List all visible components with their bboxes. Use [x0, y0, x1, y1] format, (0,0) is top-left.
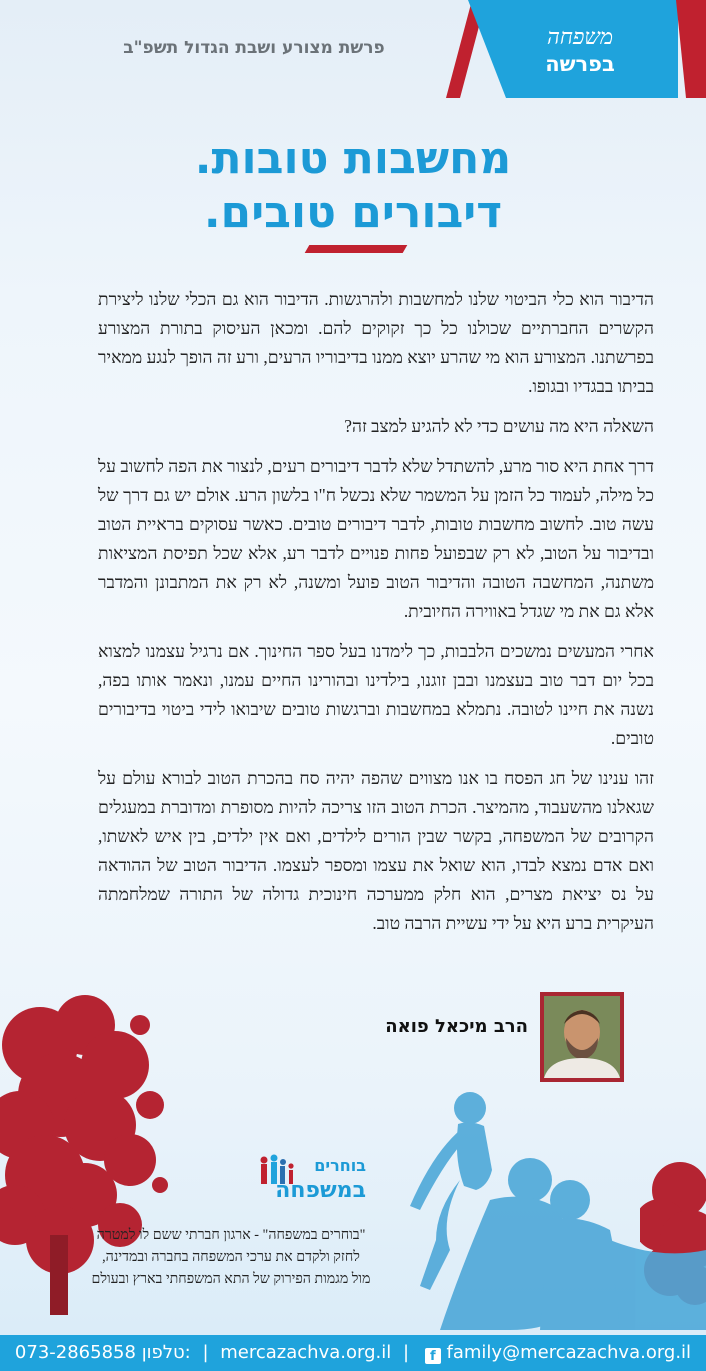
- org-logo-text-bamishpacha: במשפחה: [275, 1178, 366, 1203]
- org-description-line: מול מגמות הפירוק של התא המשפחתי בארץ ובעולם: [91, 1271, 371, 1287]
- family-silhouette-illustration: [380, 1090, 706, 1330]
- article-body: [98, 285, 654, 949]
- author-name: הרב מיכאל פואה: [385, 1016, 528, 1037]
- org-description: [40, 1224, 422, 1290]
- org-description-line: לחזק ולקדם את ערכי המשפחה בחברה ובמדינה,: [102, 1249, 360, 1265]
- footer-separator: |: [202, 1342, 209, 1363]
- logo-text-baparasha: בפרשה: [545, 52, 615, 76]
- article-paragraph: הדיבור הוא כלי הביטוי שלנו למחשבות ולהרגשות. הדיבור הוא גם הכלי שלנו ליצירת הקשרים החברתיים שכולנו כל כך זקוקים להם. ומכאן העיסוק בתורת המצורע בפרשתנו. המצורע הוא מי שהרע יוצא ממנו בדיבוריו הרעים, ורע זה הופך לנגע ממאיר בביתו בבגדיו ובגופו.: [98, 289, 654, 396]
- headline: [0, 132, 706, 240]
- author-photo: [540, 992, 624, 1082]
- parasha-title: פרשת מצורע ושבת הגדול תשפ"ב: [123, 38, 385, 58]
- article-paragraph: השאלה היא מה עושים כדי לא להגיע למצב זה?: [344, 416, 654, 436]
- article-paragraph: זהו ענינו של חג הפסח בו אנו מצווים שהפה יהיה סח בהכרת הטוב לבורא עולם על שגאלנו מהשעבוד, מהמיצר. הכרת הטוב הזו צריכה להיות מסופרת ומדוברת במעגלים הקרובים של המשפחה, בקשר שבין הורים לילדים, ואם אין ילדים, בין איש לאשתו, ואם אדם נמצא לבדו, הוא שואל את עצמו ומספר לעצמו. הדיבור הטוב של ההודאה על נס יציאת מצרים, הוא חלק ממערכה חינוכית גדולה של התורה שמלחמתה העיקרית ברע היא על ידי עשיית הרבה טוב.: [98, 768, 654, 933]
- footer-website-link[interactable]: mercazachva.org.il: [220, 1342, 392, 1363]
- footer-phone-label: טלפון:: [141, 1342, 191, 1363]
- footer-separator: |: [402, 1342, 410, 1363]
- author-portrait-image: [544, 996, 620, 1078]
- footer-contact: [0, 1339, 706, 1367]
- headline-line1: מחשבות טובות.: [194, 133, 512, 184]
- footer-email-link[interactable]: family@mercazachva.org.il: [446, 1342, 692, 1363]
- org-description-line: "בוחרים במשפחה" - ארגון חברתי ששם לו למטרה: [96, 1227, 366, 1243]
- article-paragraph: אחרי המעשים נמשכים הלבבות, כך לימדנו בעל ספר החינוך. אם נרגיל עצמנו למצוא בכל יום דבר טוב בעצמנו ובבן זוגנו, בילדינו ובהורינו החיים עמנו, ונאמר אותו בפה, נשנה את חיינו לטובה. נתמלא במחשבות וברגשות טובים שיבואו לידי ביטוי בדיבורים טובים.: [98, 641, 654, 748]
- headline-line2: דיבורים טובים.: [203, 187, 503, 238]
- header-red-corner: [676, 0, 706, 98]
- facebook-icon[interactable]: f: [425, 1348, 441, 1364]
- org-logo-text-bocharim: בוחרים: [314, 1156, 366, 1175]
- headline-underline: [305, 245, 408, 253]
- logo-text-mishpacha: משפחה: [546, 25, 614, 50]
- article-paragraph: דרך אחת היא סור מרע, להשתדל שלא לדבר דיבורים רעים, לנצור את הפה לחשוב על כל מילה, לעמוד כל הזמן על המשמר שלא נכשל ח"ו בלשון הרע. אולם יש גם דרך של עשה טוב. לחשוב מחשבות טובות, לדבר דיבורים טובים. כאשר עסוקים בראיית הטוב ובדיבור על הטוב, לא רק שבפועל פחות פנויים לדבר רע, אלא שכל תפיסת המציאות משתנה, המחשבה הטובה והדיבור הטוב פועל ומשנה, לא רק את המתבונן והמדבר אלא גם את מי שגדל באווירה החיובית.: [98, 456, 654, 621]
- footer-phone[interactable]: 073-2865858: [14, 1342, 136, 1363]
